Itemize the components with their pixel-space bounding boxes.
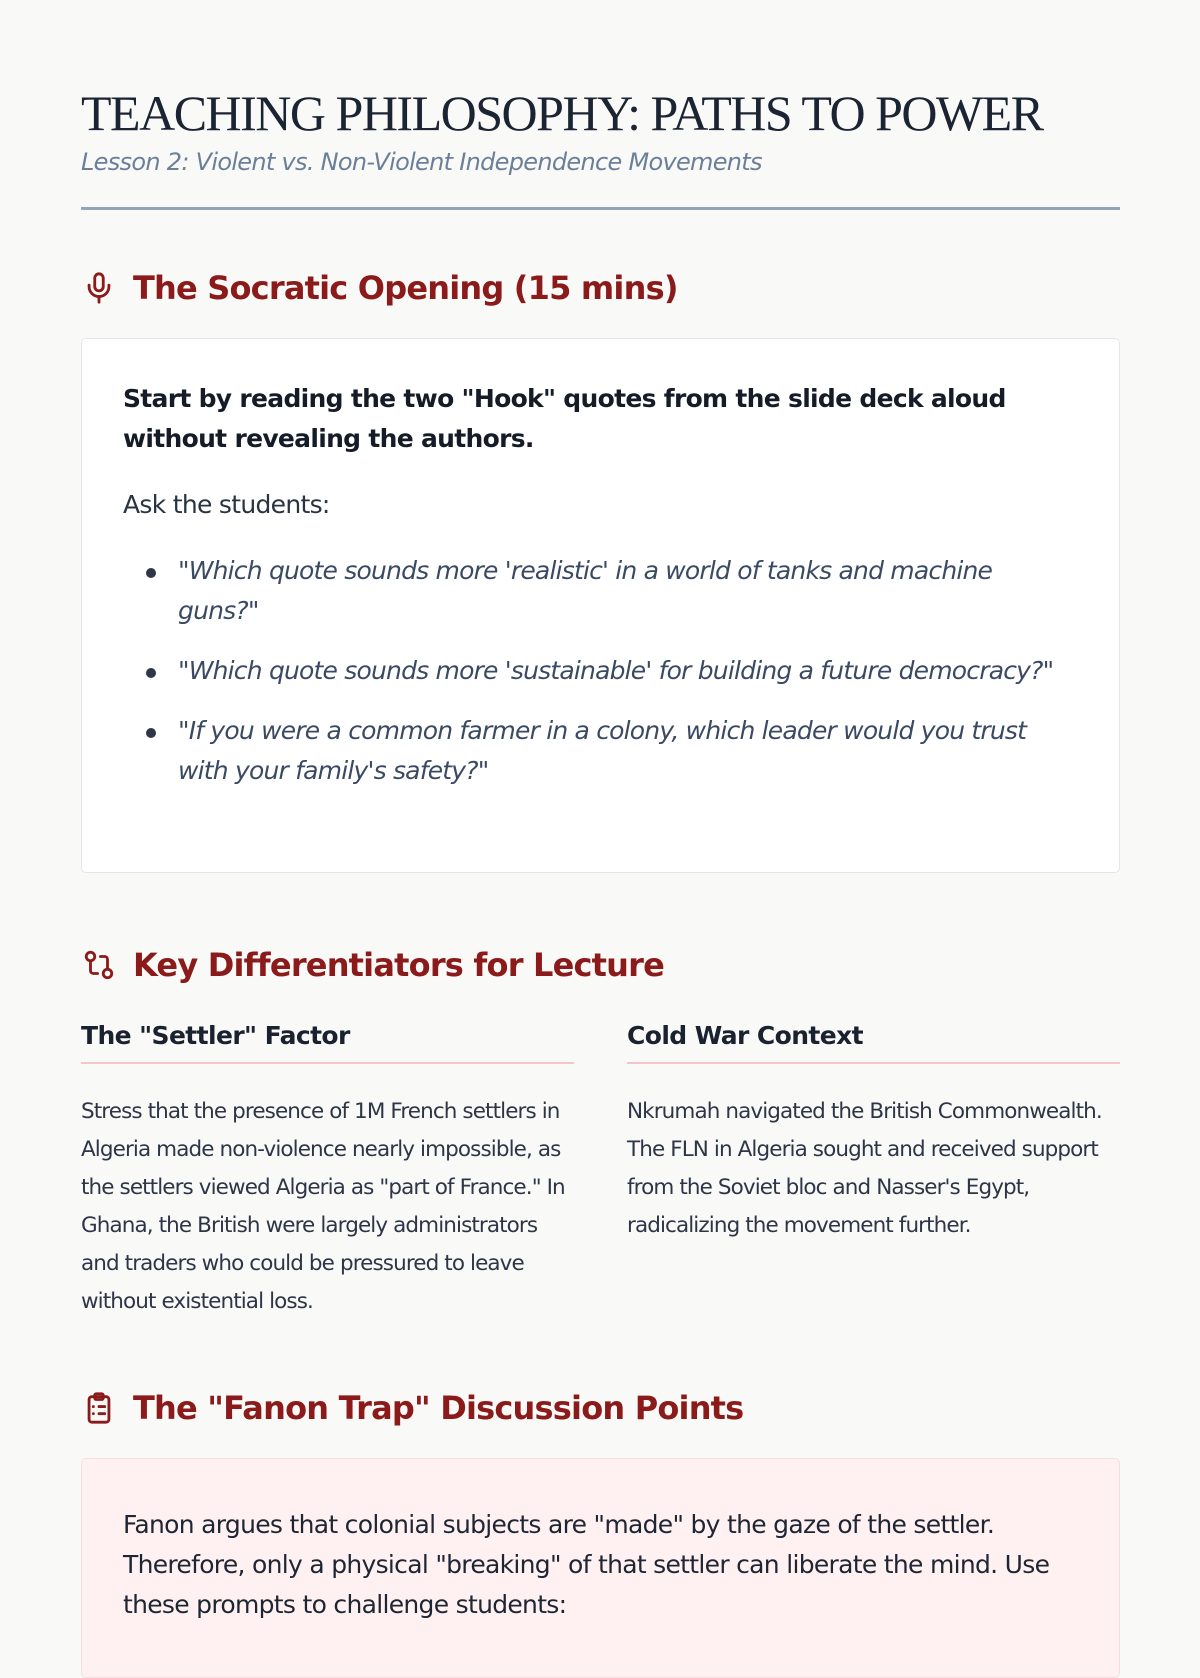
prompt-text: "Which quote sounds more 'realistic' in a world of tanks and machine guns?" (178, 556, 993, 625)
section-header-fanon (81, 1386, 743, 1430)
bullet-icon (146, 668, 156, 678)
section-title-socratic: The Socratic Opening (15 mins) (133, 269, 678, 307)
section-header-socratic (81, 266, 678, 310)
list-item (123, 651, 1073, 691)
socratic-ask-label: Ask the students: (123, 490, 330, 519)
page-title: TEACHING PHILOSOPHY: PATHS TO POWER (81, 85, 1043, 141)
differentiator-divider (627, 1062, 1120, 1064)
section-title-fanon: The "Fanon Trap" Discussion Points (133, 1389, 744, 1427)
section-title-differentiators: Key Differentiators for Lecture (133, 946, 665, 984)
clipboard-list-icon (81, 1390, 117, 1426)
differentiator-heading: Cold War Context (627, 1021, 863, 1050)
differentiator-cold-war (627, 1018, 1120, 1245)
prompt-text: "If you were a common farmer in a colony, which leader would you trust with your family's safety?" (178, 716, 1027, 785)
socratic-opening-card (81, 338, 1120, 873)
differentiator-body: Stress that the presence of 1M French settlers in Algeria made non-violence nearly impossible, as the settlers viewed Algeria as "part of France." In Ghana, the British were largely administrators and traders who could be pressured to leave without existential loss. (81, 1099, 565, 1314)
title-divider (81, 207, 1120, 210)
bullet-icon (146, 568, 156, 578)
differentiator-heading: The "Settler" Factor (81, 1021, 350, 1050)
differentiator-body: Nkrumah navigated the British Commonwealth. The FLN in Algeria sought and received support from the Soviet bloc and Nasser's Egypt, radicalizing the movement further. (627, 1099, 1102, 1238)
prompt-text: "Which quote sounds more 'sustainable' for building a future democracy?" (178, 656, 1054, 685)
git-compare-icon (81, 947, 117, 983)
bullet-icon (146, 728, 156, 738)
section-header-differentiators (81, 943, 664, 987)
fanon-discussion-card (81, 1458, 1120, 1678)
fanon-body: Fanon argues that colonial subjects are "made" by the gaze of the settler. Therefore, only a physical "breaking" of that settler can liberate the mind. Use these prompts to challenge students: (123, 1510, 1050, 1619)
socratic-instruction: Start by reading the two "Hook" quotes from the slide deck aloud without revealing the authors. (123, 384, 1006, 453)
differentiator-divider (81, 1062, 574, 1064)
differentiator-settler-factor (81, 1018, 574, 1321)
socratic-prompt-list (123, 551, 1073, 811)
page-subtitle: Lesson 2: Violent vs. Non-Violent Independence Movements (81, 148, 762, 176)
microphone-icon (81, 270, 117, 306)
list-item (123, 711, 1073, 791)
list-item (123, 551, 1073, 631)
